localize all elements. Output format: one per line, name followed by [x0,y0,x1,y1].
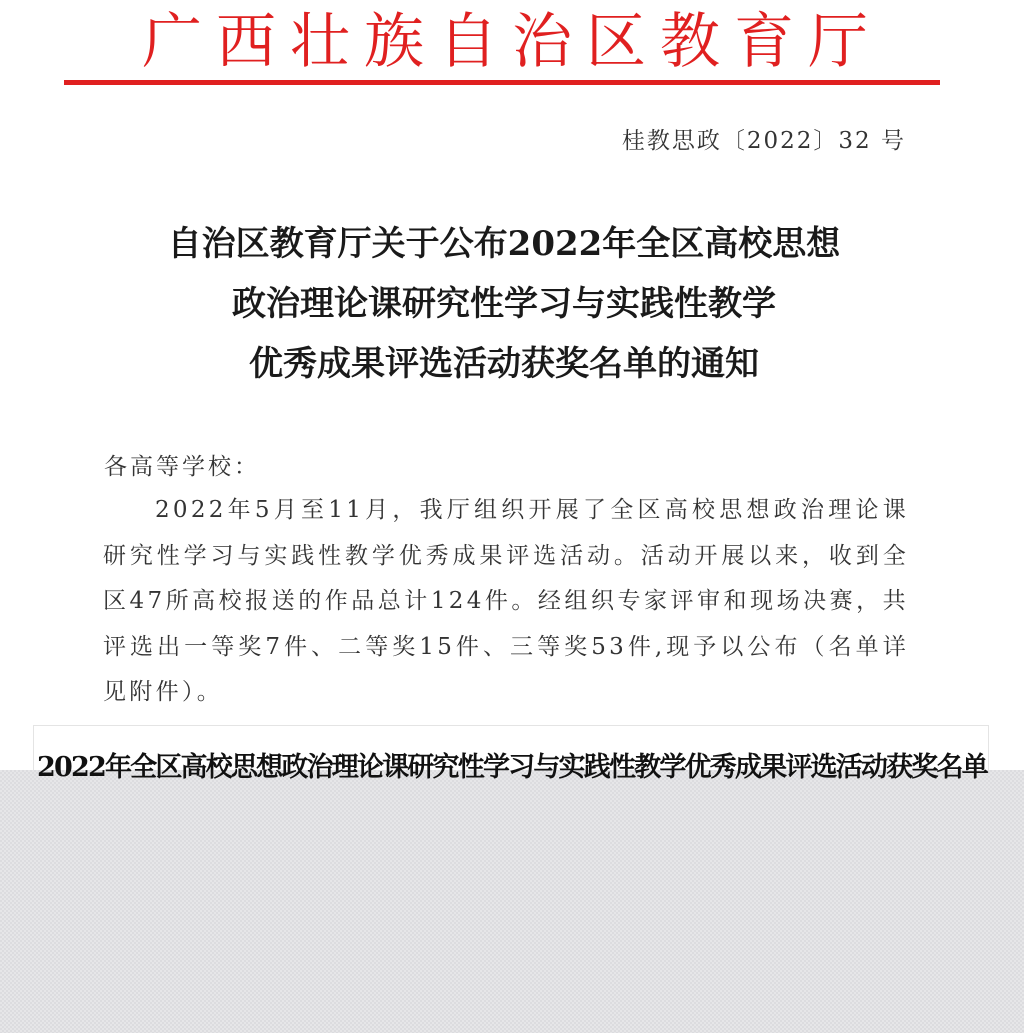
salutation: 各高等学校： [104,454,260,480]
notice-title [0,214,1008,394]
notice-title-line-1: 自治区教育厅关于公布2022年全区高校思想 [167,224,841,264]
notice-title-line-3: 优秀成果评选活动获奖名单的通知 [249,344,759,384]
document-number: 桂教思政〔2022〕32 号 [621,128,906,154]
red-header-rule [64,80,940,85]
image-placeholder-area [0,770,1024,1033]
notice-body-paragraph: 2022年5月至11月，我厅组织开展了全区高校思想政治理论课研究性学习与实践性教学优秀成果评选活动。活动开展以来，收到全区47所高校报送的作品总计124件。经组织专家评审和现场决赛，共评选出一等奖7件、二等奖15件、三等奖53件,现予以公布（名单详见附件）。 [103,497,909,705]
notice-title-line-2: 政治理论课研究性学习与实践性教学 [232,284,776,324]
issuer-masthead: 广西壮族自治区教育厅 [142,7,882,77]
attachment-banner-title: 2022年全区高校思想政治理论课研究性学习与实践性教学优秀成果评选活动获奖名单 [37,752,987,783]
